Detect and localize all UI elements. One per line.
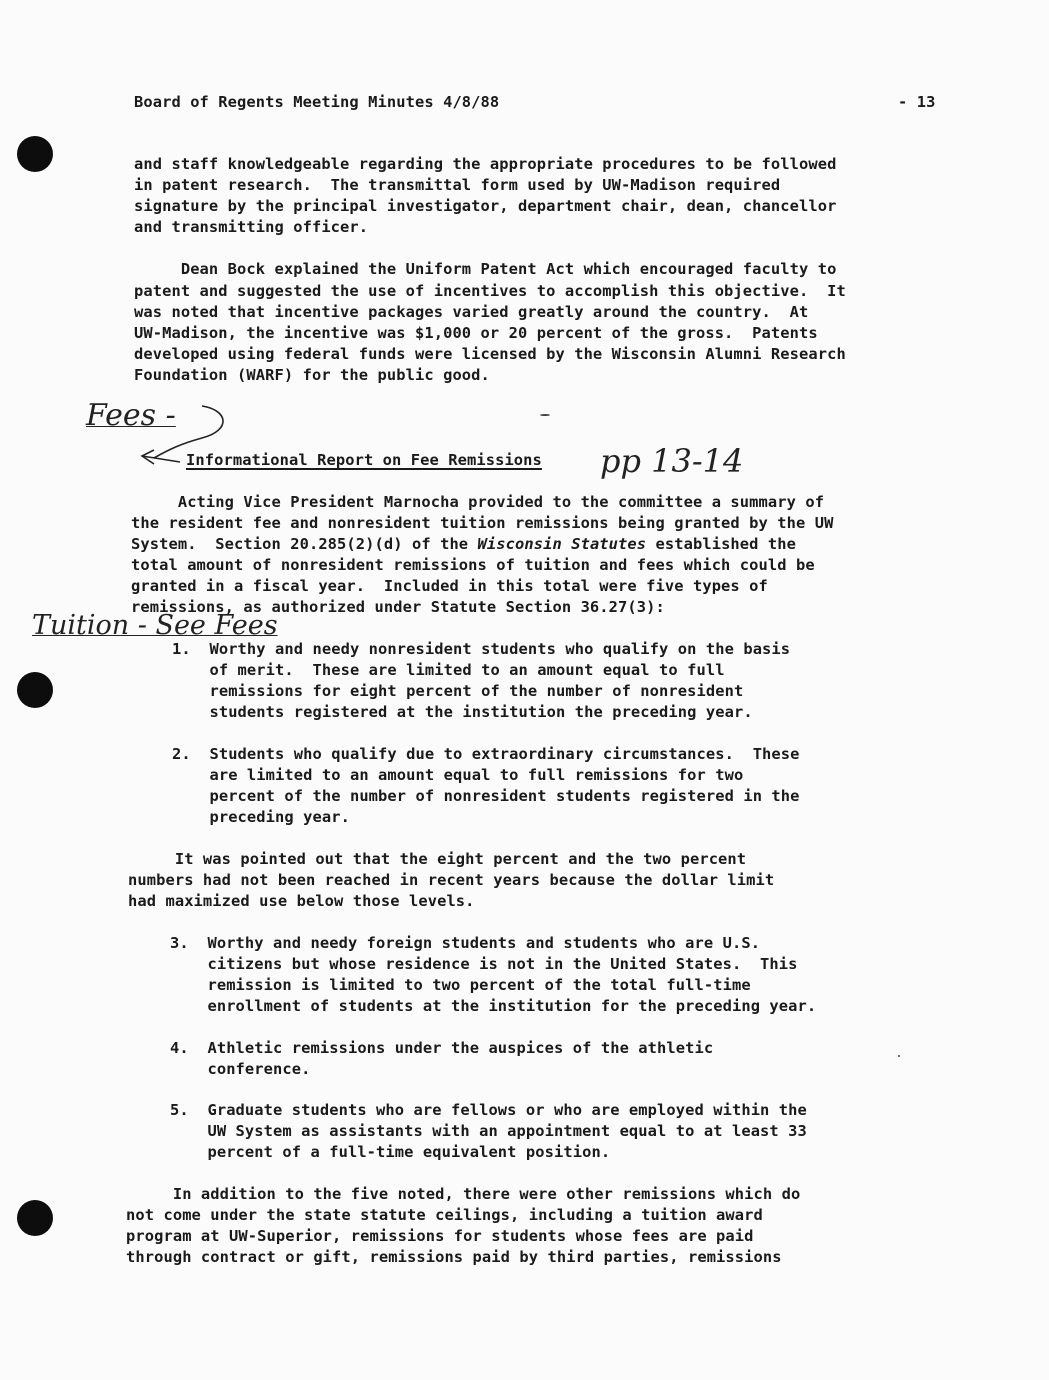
text-line: program at UW-Superior, remissions for students whose fees are paid [126, 1227, 754, 1245]
text-line: in patent research. The transmittal form used by UW-Madison required [134, 176, 781, 194]
text-line: UW-Madison, the incentive was $1,000 or 20 percent of the gross. Patents [134, 324, 818, 342]
text-line: remissions, as authorized under Statute Section 36.27(3): [131, 598, 665, 616]
text-span: established the [646, 535, 796, 553]
list-item-text: enrollment of students at the institution for the preceding year. [170, 997, 817, 1015]
handwritten-tuition-note: Tuition - See Fees [32, 610, 278, 641]
list-item-text: are limited to an amount equal to full remissions for two [172, 766, 744, 784]
page-header-title: Board of Regents Meeting Minutes 4/8/88 [134, 93, 500, 111]
handwritten-pages-note: pp 13-14 [600, 442, 744, 480]
text-line: It was pointed out that the eight percent and the two percent [128, 850, 747, 868]
text-line: had maximized use below those levels. [128, 892, 475, 910]
speck [540, 414, 550, 416]
text-line: Acting Vice President Marnocha provided to the committee a summary of [131, 493, 825, 511]
list-item-text: citizens but whose residence is not in the United States. This [170, 955, 798, 973]
speck [898, 1055, 900, 1057]
text-line [131, 534, 796, 555]
text-line: Foundation (WARF) for the public good. [134, 366, 490, 384]
list-item-text: 1. Worthy and needy nonresident students who qualify on the basis [172, 640, 791, 658]
statutes-italic: Wisconsin Statutes [477, 535, 647, 553]
list-item-text: percent of a full-time equivalent position. [170, 1143, 611, 1161]
list-item-text: students registered at the institution the preceding year. [172, 703, 753, 721]
handwritten-fees-note: Fees - [86, 398, 176, 433]
punch-hole-bottom [17, 1200, 53, 1236]
list-item-text: UW System as assistants with an appointment equal to at least 33 [170, 1122, 807, 1140]
text-line: patent and suggested the use of incentives to accomplish this objective. It [134, 282, 846, 300]
text-line: total amount of nonresident remissions of tuition and fees which could be [131, 556, 815, 574]
section-heading: Informational Report on Fee Remissions [186, 451, 542, 469]
punch-hole-top [17, 136, 53, 172]
list-item-text: 3. Worthy and needy foreign students and students who are U.S. [170, 934, 761, 952]
text-line: In addition to the five noted, there were other remissions which do [126, 1185, 801, 1203]
punch-hole-middle [17, 672, 53, 708]
list-item-text: 2. Students who qualify due to extraordinary circumstances. These [172, 745, 800, 763]
list-item-text: 5. Graduate students who are fellows or who are employed within the [170, 1101, 807, 1119]
text-line: developed using federal funds were licensed by the Wisconsin Alumni Research [134, 345, 846, 363]
text-line: numbers had not been reached in recent years because the dollar limit [128, 871, 775, 889]
text-line: through contract or gift, remissions paid by third parties, remissions [126, 1248, 782, 1266]
text-line: and staff knowledgeable regarding the appropriate procedures to be followed [134, 155, 837, 173]
text-line: was noted that incentive packages varied greatly around the country. At [134, 303, 809, 321]
list-item-text: conference. [170, 1060, 311, 1078]
text-span: System. Section 20.285(2)(d) of the [131, 535, 478, 553]
text-line: and transmitting officer. [134, 218, 369, 236]
text-line: the resident fee and nonresident tuition remissions being granted by the UW [131, 514, 834, 532]
text-line: granted in a fiscal year. Included in this total were five types of [131, 577, 768, 595]
page-number: - 13 [898, 93, 936, 111]
text-line: Dean Bock explained the Uniform Patent Act which encouraged faculty to [134, 260, 837, 278]
list-item-text: preceding year. [172, 808, 350, 826]
list-item-text: 4. Athletic remissions under the auspices of the athletic [170, 1039, 714, 1057]
list-item-text: percent of the number of nonresident students registered in the [172, 787, 800, 805]
text-line: not come under the state statute ceilings, including a tuition award [126, 1206, 763, 1224]
text-line: signature by the principal investigator, department chair, dean, chancellor [134, 197, 837, 215]
list-item-text: remissions for eight percent of the number of nonresident [172, 682, 744, 700]
list-item-text: of merit. These are limited to an amount equal to full [172, 661, 725, 679]
list-item-text: remission is limited to two percent of the total full-time [170, 976, 751, 994]
